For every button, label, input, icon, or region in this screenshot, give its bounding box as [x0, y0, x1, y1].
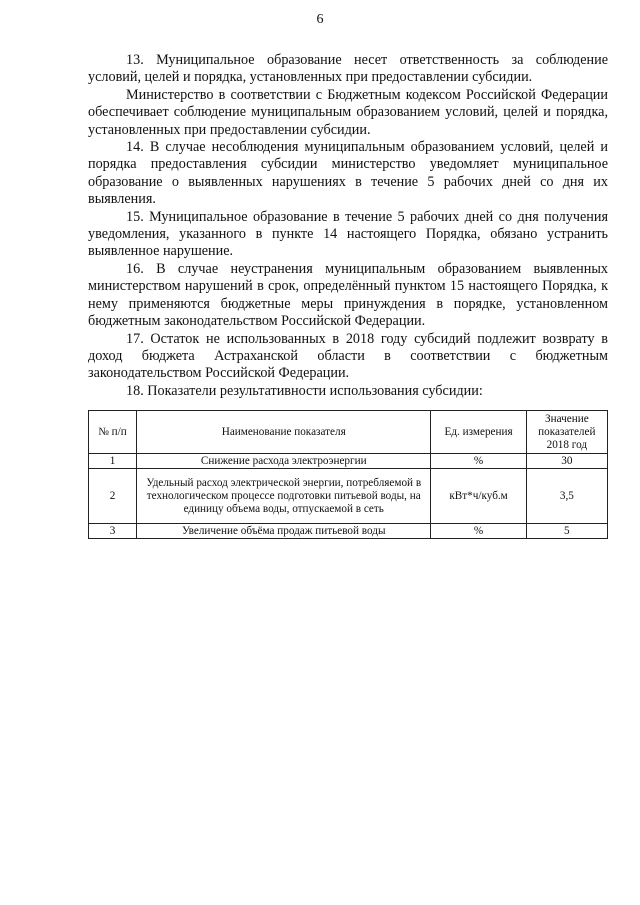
paragraph-17: 17. Остаток не использованных в 2018 году субсидий подлежит возврату в доход бюджета Астраханской области в соответствии с бюджетным законодательством Российской Федерации. — [88, 330, 608, 382]
indicator-name: Снижение расхода электроэнергии — [136, 454, 431, 469]
paragraph-18: 18. Показатели результативности использования субсидии: — [126, 382, 483, 399]
paragraph-13: 13. Муниципальное образование несет ответственность за соблюдение условий, целей и порядка, установленных при предоставлении субсидии. — [88, 52, 608, 86]
indicator-unit: % — [431, 454, 526, 469]
indicator-unit: кВт*ч/куб.м — [431, 469, 526, 524]
indicator-name: Увеличение объёма продаж питьевой воды — [136, 524, 431, 539]
header-unit: Ед. измерения — [431, 411, 526, 454]
table-row — [89, 454, 608, 469]
table-row — [89, 469, 608, 524]
row-number: 1 — [89, 454, 137, 469]
page-number: 6 — [316, 12, 324, 27]
paragraph-ministry-compliance: Министерство в соответствии с Бюджетным кодексом Российской Федерации обеспечивает соблюдение муниципальным образованием условий, целей и порядка, установленных при предоставлении субсидии. — [88, 86, 608, 138]
table-header-row — [89, 411, 608, 454]
row-number: 3 — [89, 524, 137, 539]
indicator-name: Удельный расход электрической энергии, потребляемой в технологическом процессе подготовки питьевой воды, на единицу объема воды, отпускаемой в сеть — [136, 469, 431, 524]
paragraph-16: 16. В случае неустранения муниципальным образованием выявленных министерством нарушений в срок, определённый пунктом 15 настоящего Порядка, к нему применяются бюджетные меры принуждения в порядке, установленном бюджетным законодательством Российской Федерации. — [88, 260, 608, 330]
table-row — [89, 524, 608, 539]
indicator-value: 30 — [526, 454, 607, 469]
indicator-value: 5 — [526, 524, 607, 539]
paragraph-15: 15. Муниципальное образование в течение 5 рабочих дней со дня получения уведомления, указанного в пункте 14 настоящего Порядка, обязано устранить выявленное нарушение. — [88, 208, 608, 260]
indicators-table — [88, 410, 608, 539]
indicator-value: 3,5 — [526, 469, 607, 524]
indicator-unit: % — [431, 524, 526, 539]
header-number: № п/п — [89, 411, 137, 454]
document-body — [88, 52, 608, 400]
header-indicator-name: Наименование показателя — [136, 411, 431, 454]
header-value: Значение показателей 2018 год — [526, 411, 607, 454]
paragraph-14: 14. В случае несоблюдения муниципальным образованием условий, целей и порядка предоставления субсидии министерство уведомляет муниципальное образование о выявленных нарушениях в течение 5 рабочих дней со дня их выявления. — [88, 139, 608, 208]
row-number: 2 — [89, 469, 137, 524]
